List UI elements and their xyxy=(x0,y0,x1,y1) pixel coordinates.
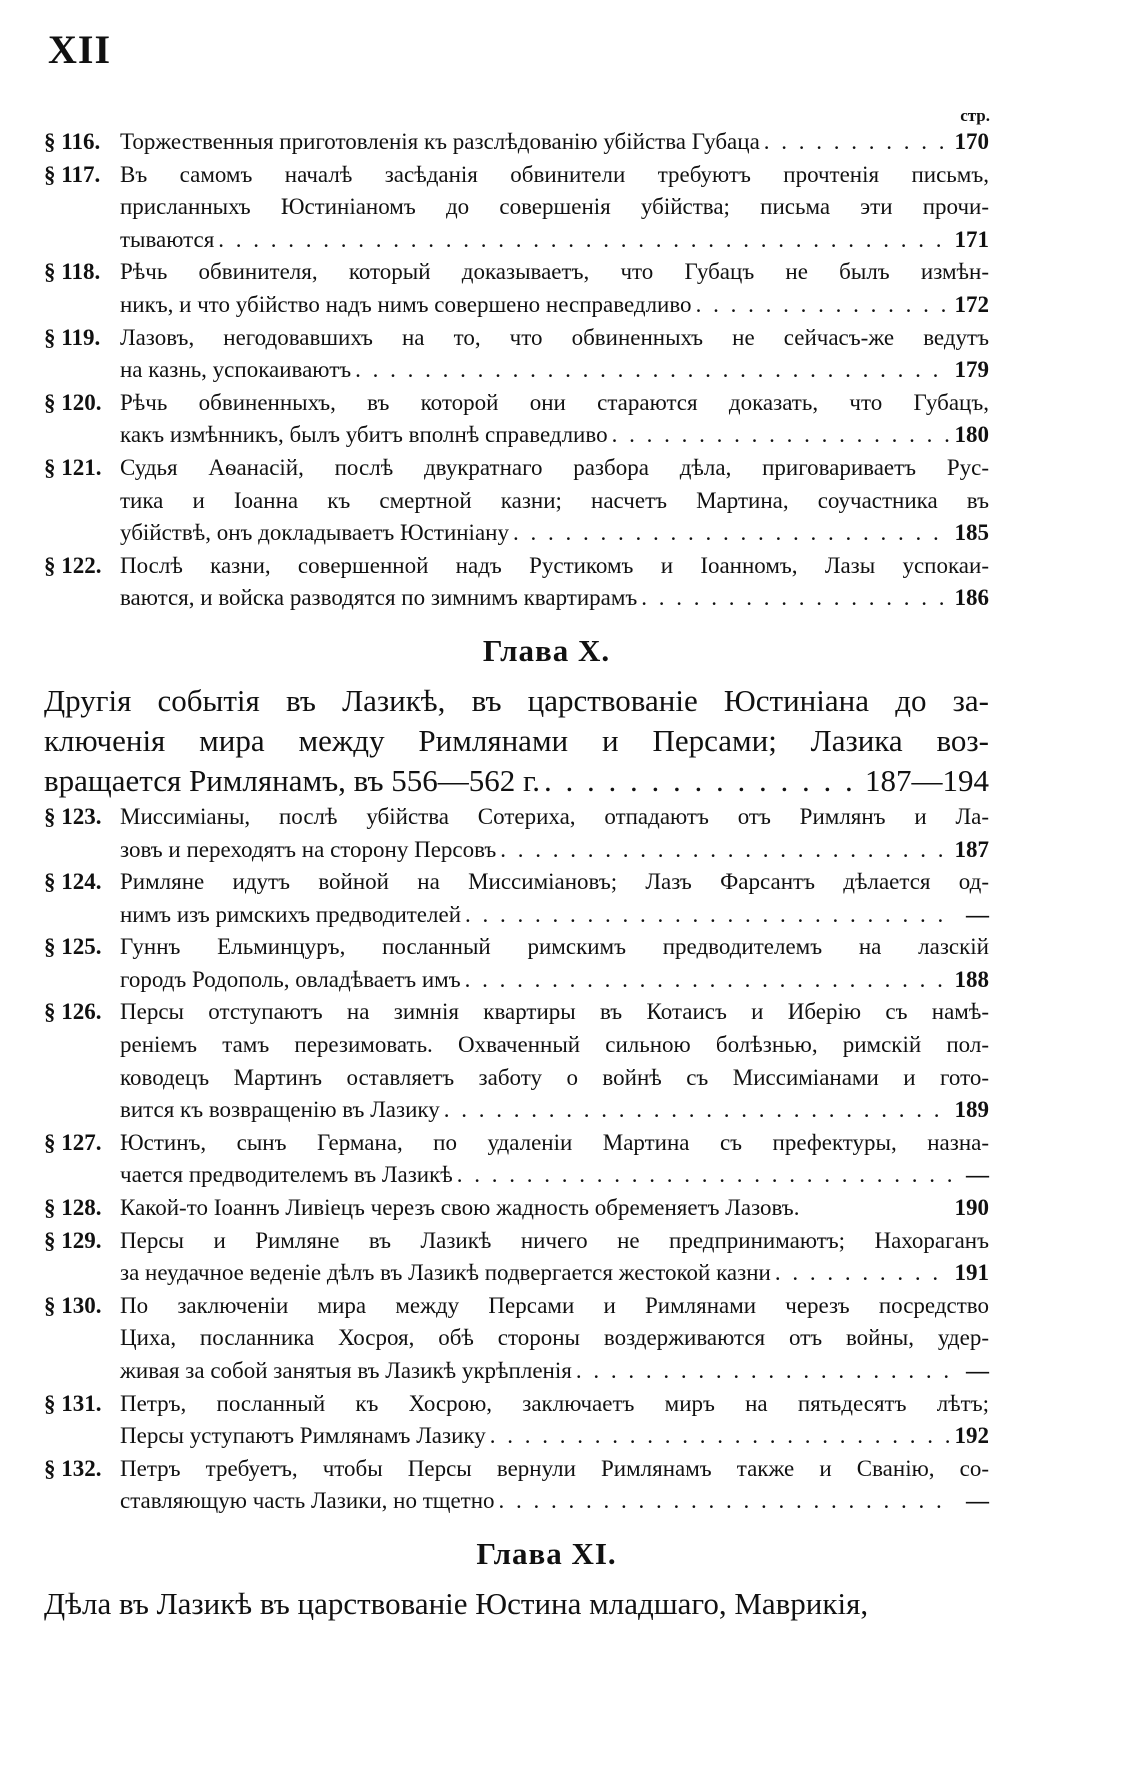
dot-leader xyxy=(641,582,950,615)
entry-line: По заключеніи мира между Персами и Римлянами черезъ посредство xyxy=(120,1292,989,1318)
entry-line: Лазовъ, негодовавшихъ на то, что обвиненныхъ не сейчасъ-же ведутъ xyxy=(120,324,989,350)
toc-entry xyxy=(44,550,989,615)
section-number: § 131. xyxy=(44,1390,102,1416)
page-reference: 190 xyxy=(954,1195,989,1221)
entry-line: Гуннъ Ельминцуръ, посланный римскимъ предводителемъ на лазскій xyxy=(120,934,989,960)
toc-entry xyxy=(44,866,989,931)
chapter-line: Другія событія въ Лазикѣ, въ царствованіе Юстиніана до за- xyxy=(44,682,989,718)
entry-line: какъ измѣнникъ, былъ убитъ вполнѣ справедливо xyxy=(120,422,608,448)
dot-leader xyxy=(500,834,950,867)
page-reference: 188 xyxy=(954,966,989,992)
entry-line: ставляющую часть Лазики, но тщетно xyxy=(120,1488,495,1514)
entry-last-line xyxy=(120,1094,989,1127)
toc-entry xyxy=(44,322,989,387)
entry-text xyxy=(120,801,989,866)
dot-leader xyxy=(499,1485,951,1518)
entry-line: Персы уступаютъ Римлянамъ Лазику xyxy=(120,1423,486,1449)
chapter-line: вращается Римлянамъ, въ 556—562 г. xyxy=(44,762,541,798)
entry-line: Персы отступаютъ на зимнія квартиры въ Котаисъ и Иберію съ намѣ- xyxy=(120,999,989,1025)
page-reference: 172 xyxy=(954,291,989,317)
chapter-line: ключенія мира между Римлянами и Персами; Лазика воз- xyxy=(44,722,989,758)
entry-text xyxy=(120,322,989,387)
toc-entry xyxy=(44,159,989,257)
entry-last-line xyxy=(120,834,989,867)
entry-line: за неудачное веденіе дѣлъ въ Лазикѣ подвергается жестокой казни xyxy=(120,1260,771,1286)
section-number: § 125. xyxy=(44,934,102,960)
entry-text xyxy=(120,1290,989,1388)
section-number: § 118. xyxy=(44,259,101,285)
entry-line: тываются xyxy=(120,226,215,252)
entry-text xyxy=(120,996,989,1126)
chapter-description xyxy=(44,1584,989,1624)
entry-last-line xyxy=(120,964,989,997)
section-number: § 130. xyxy=(44,1292,102,1318)
entry-last-line xyxy=(120,582,989,615)
dot-leader xyxy=(444,1094,951,1127)
entry-text xyxy=(120,1453,989,1518)
section-number: § 117. xyxy=(44,161,101,187)
entry-line: Рѣчь обвинителя, который доказываетъ, что Губацъ не былъ измѣн- xyxy=(120,259,989,285)
entry-text xyxy=(120,866,989,931)
entry-line: на казнь, успокаиваютъ xyxy=(120,357,352,383)
section-number: § 121. xyxy=(44,454,102,480)
dot-leader xyxy=(544,761,861,801)
dot-leader xyxy=(490,1420,951,1453)
entry-last-line xyxy=(120,354,989,387)
entry-last-line xyxy=(120,289,989,322)
page-reference: 180 xyxy=(954,422,989,448)
entry-line: Послѣ казни, совершенной надъ Рустикомъ и Іоанномъ, Лазы успокаи- xyxy=(120,552,989,578)
chapter-line: Дѣла въ Лазикѣ въ царствованіе Юстина младшаго, Маврикія, xyxy=(44,1585,869,1621)
dot-leader xyxy=(465,964,951,997)
entry-line: Какой-то Іоаннъ Ливіецъ черезъ свою жадность обременяетъ Лазовъ. xyxy=(120,1195,800,1221)
entry-text xyxy=(120,550,989,615)
entry-line: Петръ, посланный къ Хосрою, заключаетъ миръ на пятьдесятъ лѣтъ; xyxy=(120,1390,989,1416)
section-number: § 124. xyxy=(44,869,102,895)
entry-line: тика и Іоанна къ смертной казни; насчетъ Мартина, соучастника въ xyxy=(120,487,989,513)
page-reference: 189 xyxy=(954,1097,989,1123)
page-number: XII xyxy=(48,27,112,72)
page-reference: 185 xyxy=(954,520,989,546)
entry-line: Персы и Римляне въ Лазикѣ ничего не предпринимаютъ; Нахораганъ xyxy=(120,1227,989,1253)
dot-leader xyxy=(612,419,951,452)
toc-entry xyxy=(44,126,989,159)
section-number: § 123. xyxy=(44,803,102,829)
page-reference: — xyxy=(966,1162,989,1188)
entry-last-line xyxy=(120,126,989,159)
entry-line: Миссиміаны, послѣ убійства Сотериха, отпадаютъ отъ Римлянъ и Ла- xyxy=(120,803,989,829)
entry-line: Циха, посланника Хосроя, обѣ стороны воздерживаются отъ войны, удер- xyxy=(120,1325,989,1351)
entry-last-line xyxy=(120,1355,989,1388)
page-reference: 179 xyxy=(954,357,989,383)
dot-leader xyxy=(457,1159,951,1192)
entry-line: Рѣчь обвиненныхъ, въ которой они стараются доказать, что Губацъ, xyxy=(120,389,989,415)
entry-text xyxy=(120,931,989,996)
toc-entry xyxy=(44,931,989,996)
entry-line: зовъ и переходятъ на сторону Персовъ xyxy=(120,836,497,862)
entry-text xyxy=(120,159,989,257)
entry-last-line xyxy=(120,1485,989,1518)
toc-entry xyxy=(44,1290,989,1388)
entry-text xyxy=(120,387,989,452)
section-number: § 129. xyxy=(44,1227,102,1253)
entry-line: нимъ изъ римскихъ предводителей xyxy=(120,901,462,927)
entry-last-line xyxy=(120,224,989,257)
entry-text xyxy=(120,256,989,321)
entry-line: Въ самомъ началѣ засѣданія обвинители требуютъ прочтенія письмъ, xyxy=(120,161,989,187)
section-number: § 132. xyxy=(44,1455,102,1481)
entry-line: Судья Аѳанасій, послѣ двукратнаго разбора дѣла, приговариваетъ Рус- xyxy=(120,454,989,480)
entry-line: реніемъ тамъ перезимовать. Охваченный сильною болѣзнью, римскій пол- xyxy=(120,1032,989,1058)
entry-line: никъ, и что убійство надъ нимъ совершено несправедливо xyxy=(120,291,692,317)
entry-text xyxy=(120,126,989,159)
entry-last-line xyxy=(120,899,989,932)
toc-entry xyxy=(44,256,989,321)
entry-line: Римляне идутъ войной на Миссиміановъ; Лазъ Фарсантъ дѣлается од- xyxy=(120,869,989,895)
entry-line: убійствѣ, онъ докладываетъ Юстиніану xyxy=(120,520,509,546)
section-number: § 116. xyxy=(44,129,101,154)
dot-leader xyxy=(465,899,951,932)
page-reference: — xyxy=(966,1358,989,1383)
section-number: § 127. xyxy=(44,1129,102,1155)
entry-last-line xyxy=(120,1257,989,1290)
entry-line: Юстинъ, сынъ Германа, по удаленіи Мартина съ префектуры, назна- xyxy=(120,1129,989,1155)
toc-entry xyxy=(44,1192,989,1225)
page-reference: — xyxy=(966,1488,989,1514)
entry-last-line xyxy=(120,419,989,452)
section-number: § 122. xyxy=(44,552,102,578)
toc-entry xyxy=(44,452,989,550)
entry-text xyxy=(120,1192,989,1225)
chapter-heading: Глава X. xyxy=(482,632,611,668)
page-reference: 192 xyxy=(954,1423,989,1449)
page-reference: — xyxy=(966,901,989,927)
entry-line: чается предводителемъ въ Лазикѣ xyxy=(120,1162,453,1188)
dot-leader xyxy=(764,126,951,159)
page-reference: 191 xyxy=(954,1260,989,1286)
section-number: § 120. xyxy=(44,389,102,415)
dot-leader xyxy=(218,224,950,257)
entry-text xyxy=(120,1225,989,1290)
entry-line: вится къ возвращенію въ Лазику xyxy=(120,1097,440,1123)
entry-line: Торжественныя приготовленія къ разслѣдованію убійства Губаца xyxy=(120,129,760,154)
page-reference: 170 xyxy=(954,129,989,154)
entry-line: ководецъ Мартинъ оставляетъ заботу о войнѣ съ Миссиміанами и гото- xyxy=(120,1064,989,1090)
page-column-label: стр. xyxy=(960,106,990,125)
page-reference: 186 xyxy=(954,585,989,611)
entry-line: ваются, и войска разводятся по зимнимъ квартирамъ xyxy=(120,585,638,611)
toc-entry xyxy=(44,1127,989,1192)
entry-text xyxy=(120,452,989,550)
section-number: § 128. xyxy=(44,1195,102,1221)
chapter-description xyxy=(44,681,989,801)
entry-last-line xyxy=(120,1192,989,1225)
section-number: § 126. xyxy=(44,999,102,1025)
entry-last-line xyxy=(120,1420,989,1453)
toc-entry xyxy=(44,801,989,866)
entry-text xyxy=(120,1127,989,1192)
chapter-last-line xyxy=(44,761,989,801)
toc-entry xyxy=(44,1225,989,1290)
toc-entry xyxy=(44,996,989,1126)
entry-line: Петръ требуетъ, чтобы Персы вернули Римлянамъ также и Сванію, со- xyxy=(120,1455,989,1481)
entry-line: городъ Родополь, овладѣваетъ имъ xyxy=(120,966,461,992)
page-reference: 171 xyxy=(954,226,989,252)
section-number: § 119. xyxy=(44,324,101,350)
entry-line: живая за собой занятыя въ Лазикѣ укрѣпленія xyxy=(120,1358,572,1383)
toc-entry xyxy=(44,1453,989,1518)
entry-last-line xyxy=(120,517,989,550)
dot-leader xyxy=(696,289,951,322)
entry-line: присланныхъ Юстиніаномъ до совершенія убійства; письма эти прочи- xyxy=(120,194,989,220)
toc-entry xyxy=(44,387,989,452)
page-reference: 187 xyxy=(954,836,989,862)
entry-last-line xyxy=(120,1159,989,1192)
table-of-contents xyxy=(44,126,989,1624)
toc-entry xyxy=(44,1388,989,1453)
dot-leader xyxy=(513,517,951,550)
dot-leader xyxy=(775,1257,951,1290)
chapter-heading: Глава XI. xyxy=(476,1535,617,1571)
dot-leader xyxy=(576,1355,951,1388)
page-range: 187—194 xyxy=(865,762,989,798)
dot-leader xyxy=(355,354,950,387)
entry-text xyxy=(120,1388,989,1453)
